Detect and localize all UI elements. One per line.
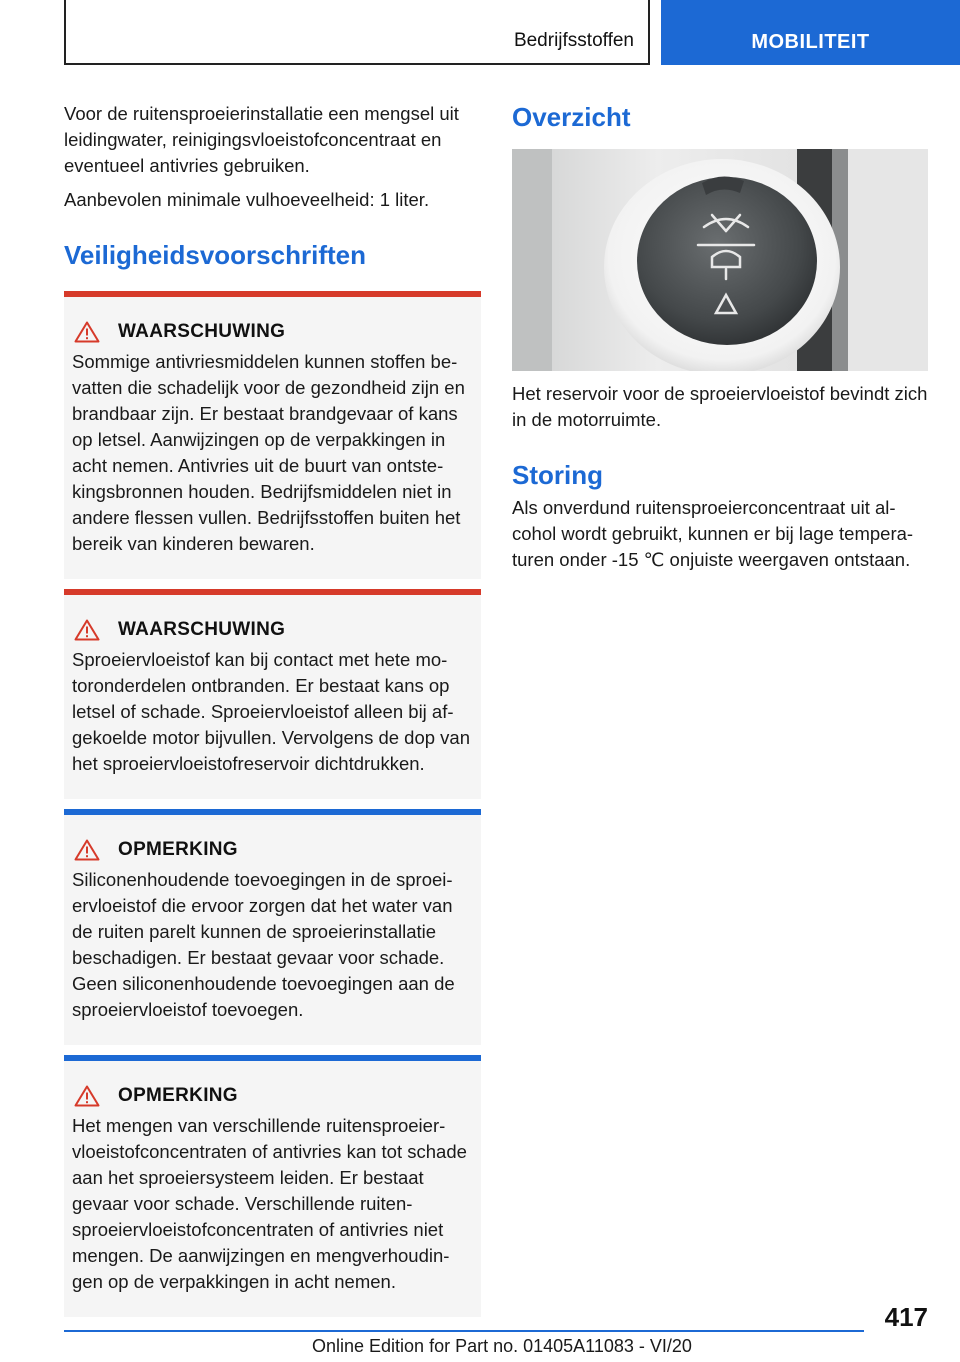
washer-fluid-cap-image	[512, 149, 928, 371]
malfunction-heading: Storing	[512, 460, 603, 490]
warning-title: WAARSCHUWING	[118, 619, 286, 640]
warning-triangle-icon	[74, 619, 100, 641]
note-text: Het mengen van verschillende ruitensproeiervloeistofconcentraten of antivries kan tot schade aan het sproeiersysteem leiden. Er bestaat gevaar voor schade. Verschillende ruitensproeiervloeistofconcentraten of antivries niet mengen. De aanwijzingen en mengverhoudingen op de verpakkingen in acht nemen.	[72, 1115, 467, 1292]
note-box-2	[64, 1055, 481, 1317]
warning-box-2	[64, 589, 481, 799]
warning-box-1	[64, 291, 481, 579]
safety-heading: Veiligheidsvoorschriften	[64, 240, 366, 270]
warning-triangle-icon	[74, 1085, 100, 1107]
warning-title: WAARSCHUWING	[118, 321, 286, 342]
right-column	[512, 101, 928, 581]
footer-divider	[64, 1330, 864, 1332]
malfunction-text: Als onverdund ruitensproeierconcentraat uit alcohol wordt gebruikt, kunnen er bij lage temperaturen onder -15 ℃ onjuiste weergaven ontstaan.	[512, 497, 914, 570]
note-title: OPMERKING	[118, 839, 238, 860]
reservoir-cap-photo	[512, 149, 928, 371]
warning-text: Sproeiervloeistof kan bij contact met hete motoronderdelen ontbranden. Er bestaat kans op letsel of schade. Sproeiervloeistof alleen bij afgekoelde motor bijvullen. Vervolgens de dop van het sproeiervloeistofreservoir dichtdrukken.	[72, 649, 471, 774]
footer-edition: Online Edition for Part no. 01405A11083 - VI/20	[312, 1336, 692, 1356]
overview-heading: Overzicht	[512, 102, 631, 132]
note-box-1	[64, 809, 481, 1045]
left-column	[64, 101, 481, 1317]
warning-triangle-icon	[74, 321, 100, 343]
warning-text: Sommige antivriesmiddelen kunnen stoffen bevatten die schadelijk voor de gezondheid zijn en brandbaar zijn. Er bestaat brandgevaar of kans op letsel. Aanwijzingen op de verpakkingen in acht nemen. Antivries uit de buurt van ontstekingsbronnen houden. Bedrijfsmiddelen niet in andere flessen vullen. Bedrijfsstoffen buiten het bereik van kinderen bewaren.	[72, 351, 465, 554]
photo-caption: Het reservoir voor de sproeiervloeistof bevindt zich in de motorruimte.	[512, 383, 928, 430]
warning-triangle-icon	[74, 839, 100, 861]
header-section-box	[64, 0, 650, 65]
header-chapter-tab	[661, 0, 960, 65]
intro-paragraph-2: Aanbevolen minimale vulhoeveelheid: 1 liter.	[64, 189, 430, 210]
header-chapter-label: MOBILITEIT	[751, 31, 870, 53]
page-number: 417	[884, 1302, 928, 1332]
note-text: Siliconenhoudende toevoegingen in de sproeiervloeistof die ervoor zorgen dat het water van de ruiten parelt kunnen de sproeierinstallatie beschadigen. Er bestaat gevaar voor schade. Geen siliconenhoudende toevoegingen aan de sproeiervloeistof toevoegen.	[72, 869, 455, 1020]
page-header	[0, 0, 960, 66]
note-title: OPMERKING	[118, 1085, 238, 1106]
intro-paragraph-1: Voor de ruitensproeierinstallatie een mengsel uit leidingwater, reinigingsvloeistofconcentraat en eventueel antivries gebruiken.	[64, 103, 459, 176]
header-section-title: Bedrijfsstoffen	[513, 30, 634, 51]
